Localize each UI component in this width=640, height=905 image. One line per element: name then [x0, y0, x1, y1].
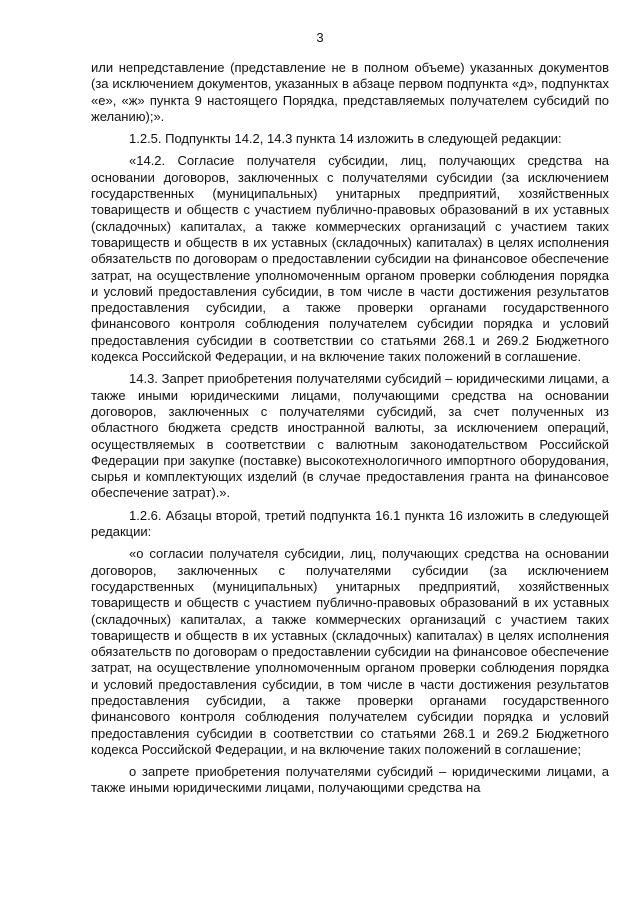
paragraph-consent-clause: «о согласии получателя субсидии, лиц, получающих средства на основании договоров, заключенных с получателями субсидии (за исключением государственных (муниципальных) унитарных предприятий, хозяйственных товариществ и обществ с участием публично-правовых образований в их уставных (складочных) капиталах, а также коммерческих организаций с участием таких товариществ и обществ в их уставных (складочных) капиталах) в целях исполнения обязательств по договорам о предоставлении субсидии на финансовое обеспечение затрат, на осуществление уполномоченным органом проверки соблюдения порядка и условий предоставления субсидии, в том числе в части достижения результатов предоставления субсидии, а также проверки органами государственного финансового контроля соблюдения получателем субсидии порядка и условий предоставления субсидии в соответствии со статьями 268.1 и 269.2 Бюджетного кодекса Российской Федерации, и на включение таких положений в соглашение; [91, 546, 609, 757]
page-number: 3 [316, 30, 324, 45]
paragraph-prohibition-clause: о запрете приобретения получателями субсидий – юридическими лицами, а также иными юридическими лицами, получающими средства на [91, 764, 609, 796]
paragraph-subitem-14-3: 14.3. Запрет приобретения получателями субсидий – юридическими лицами, а также иными юридическими лицами, получающими средства на основании договоров, заключенных с получателями субсидий, за счет полученных из областного бюджета средств иностранной валюты, за исключением операций, осуществляемых в соответствии с валютным законодательством Российской Федерации при закупке (поставке) высокотехнологичного импортного оборудования, сырья и комплектующих изделий (в случае предоставления гранта на финансовое обеспечение затрат).». [91, 371, 609, 501]
paragraph-item-1-2-6: 1.2.6. Абзацы второй, третий подпункта 16.1 пункта 16 изложить в следующей редакции: [91, 507, 609, 540]
paragraph-continuation: или непредставление (представление не в полном объеме) указанных документов (за исключением документов, указанных в абзаце первом подпункта «д», подпунктах «е», «ж» пункта 9 настоящего Порядка, представляемых получателем субсидий по желанию);». [91, 60, 609, 124]
paragraph-subitem-14-2: «14.2. Согласие получателя субсидии, лиц, получающих средства на основании договоров, заключенных с получателями субсидии (за исключением государственных (муниципальных) унитарных предприятий, хозяйственных товариществ и обществ с участием публично-правовых образований в их уставных (складочных) капиталах, а также коммерческих организаций с участием таких товариществ и обществ в их уставных (складочных) капиталах) в целях исполнения обязательств по договорам о предоставлении субсидии на финансовое обеспечение затрат, на осуществление уполномоченным органом проверки соблюдения порядка и условий предоставления субсидии, в том числе в части достижения результатов предоставления субсидии, а также проверки органами государственного финансового контроля соблюдения получателем субсидии порядка и условий предоставления субсидии в соответствии со статьями 268.1 и 269.2 Бюджетного кодекса Российской Федерации, и на включение таких положений в соглашение. [91, 153, 609, 365]
document-body [91, 60, 609, 803]
paragraph-item-1-2-5: 1.2.5. Подпункты 14.2, 14.3 пункта 14 изложить в следующей редакции: [129, 131, 562, 147]
